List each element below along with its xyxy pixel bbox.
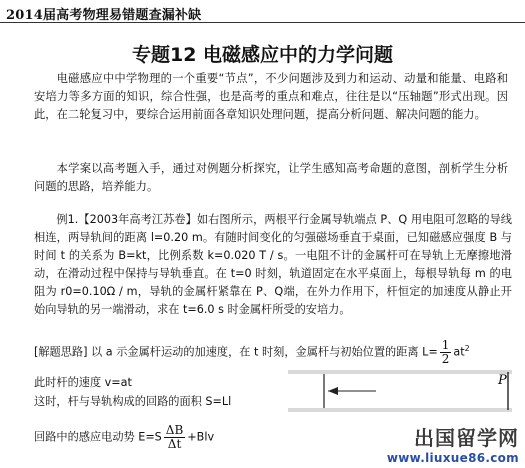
analysis-line-4: [34, 424, 214, 451]
intro-paragraph-1: [34, 70, 508, 124]
fraction-numerator: 1: [441, 338, 450, 352]
analysis-label: [解题思路]: [34, 345, 88, 359]
watermark-url: www.liuxue86.com: [386, 451, 519, 465]
analysis-line-2: 此时杆的速度 v=at: [34, 376, 132, 389]
point-label-p: P: [498, 373, 507, 388]
example-problem: 例1.【2003年高考江苏卷】如右图所示，两根平行金属导轨端点 P、Q 用电阻可忽略的导线相连，两导轨间的距离 l=0.20 m。有随时间变化的匀强磁场垂直于桌面，已知磁感应强度 B 与时间 t 的关系为 B=kt，比例系数 k=0.020 T / s。一电阻不计的金属杆可在导轨上无摩擦地滑动，在滑动过程中保持与导轨垂直。在 t=0 时刻，轨道固定在水平桌面上，每根导轨每 m 的电阻为 r0=0.10Ω / m，导轨的金属杆紧靠在 P、Q端，在外力作用下，杆恒定的加速度从静止开始向导轨的另一端滑动，求在 t=6.0 s 时金属杆所受的安培力。: [34, 213, 512, 316]
intro-paragraph-2: [34, 160, 508, 196]
page-title: 专题12 电磁感应中的力学问题: [131, 44, 394, 66]
fraction-half: [440, 339, 452, 366]
arrow-left-icon: [328, 387, 338, 395]
fraction-denominator: 2: [441, 352, 450, 366]
header-rule: [0, 22, 525, 23]
fraction-denominator: Δt: [167, 437, 182, 451]
analysis-tail-1: at: [453, 345, 465, 359]
document-header: 2014届高考物理易错题查漏补缺: [6, 8, 202, 23]
analysis-line-3: 这时，杆与导轨构成的回路的面积 S=Ll: [34, 395, 232, 408]
lower-rail: [288, 408, 512, 412]
rail-diagram: [288, 370, 518, 430]
fraction-numerator: ΔB: [165, 423, 184, 437]
watermark: [387, 422, 519, 465]
analysis-text-1: 以 a 示金属杆运动的加速度，在 t 时刻，金属杆与初始位置的距离 L=: [91, 345, 438, 359]
watermark-name: 出国留学网: [414, 426, 519, 450]
exponent: 2: [464, 343, 470, 353]
analysis-tail-4: +Blv: [187, 430, 215, 444]
intro-text-1: 电磁感应中中学物理的一个重要“节点”，不少问题涉及到力和运动、动量和能量、电路和安培力等多方面的知识，综合性强，也是高考的重点和难点，往往是以“压轴题”形式出现。因此，在二轮复习中，要综合运用前面各章知识处理问题，提高分析问题、解决问题的能力。: [34, 72, 508, 121]
analysis-line-1: [34, 339, 470, 366]
fraction-dB-dt: [164, 424, 185, 451]
intro-text-2: 本学案以高考题入手，通过对例题分析探究，让学生感知高考命题的意图，剖析学生分析问题的思路，培养能力。: [34, 162, 508, 193]
upper-rail: [288, 370, 512, 374]
analysis-text-4: 回路中的感应电动势 E=S: [34, 430, 162, 444]
